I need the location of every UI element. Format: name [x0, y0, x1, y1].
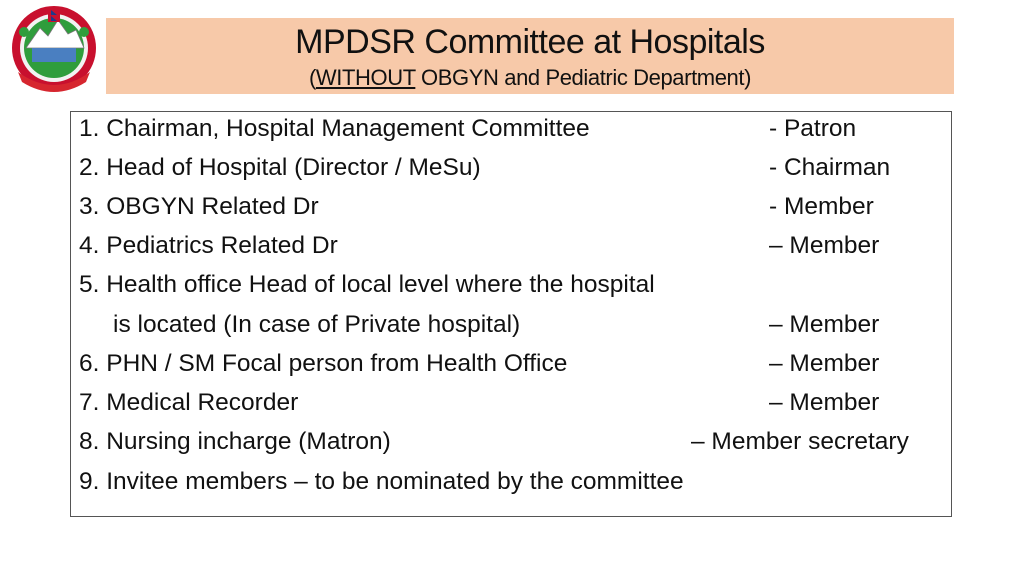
page-title: MPDSR Committee at Hospitals	[295, 23, 765, 61]
member-row-7: 7. Medical Recorder	[79, 389, 299, 416]
subtitle-underlined-word: WITHOUT	[315, 65, 416, 90]
member-role-3: - Member	[769, 193, 874, 220]
member-row-4: 4. Pediatrics Related Dr	[79, 232, 338, 259]
government-emblem-icon	[2, 2, 106, 94]
member-row-2: 2. Head of Hospital (Director / MeSu)	[79, 154, 481, 181]
member-row-8: 8. Nursing incharge (Matron)	[79, 428, 391, 455]
member-role-7: – Member	[769, 389, 880, 416]
member-role-4: – Member	[769, 232, 880, 259]
member-row-1: 1. Chairman, Hospital Management Committee	[79, 115, 590, 142]
title-banner	[106, 18, 954, 94]
member-role-1: - Patron	[769, 115, 857, 142]
member-row-5b: is located (In case of Private hospital)	[113, 311, 521, 338]
member-role-8: – Member secretary	[691, 428, 909, 455]
member-row-5a: 5. Health office Head of local level where the hospital	[79, 271, 655, 298]
member-role-5: – Member	[769, 311, 880, 338]
member-row-9: 9. Invitee members – to be nominated by the committee	[79, 468, 684, 495]
subtitle-rest: OBGYN and Pediatric Department)	[415, 65, 752, 90]
member-role-2: - Chairman	[769, 154, 891, 181]
member-row-6: 6. PHN / SM Focal person from Health Office	[79, 350, 568, 377]
subtitle-paren: (	[308, 65, 316, 90]
page-subtitle	[106, 64, 954, 92]
member-role-6: – Member	[769, 350, 880, 377]
member-list-box	[70, 111, 952, 517]
member-row-3: 3. OBGYN Related Dr	[79, 193, 319, 220]
